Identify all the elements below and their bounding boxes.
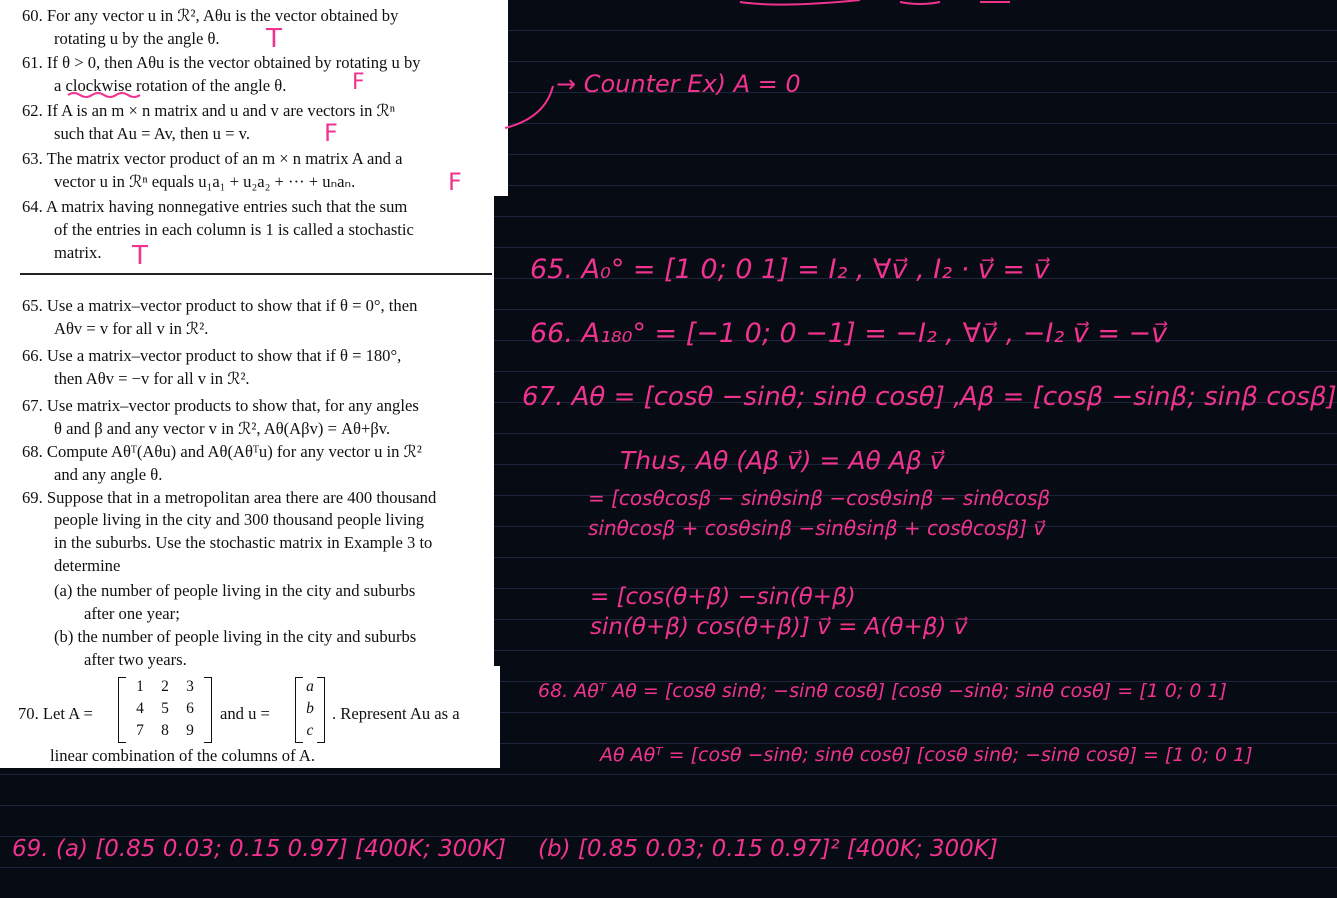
exercise-69-line-2: people living in the city and 300 thousand people living bbox=[54, 510, 425, 529]
note-67-result-row-1: = [cos(θ+β) −sin(θ+β) bbox=[590, 584, 856, 610]
exercise-69b-line-1: (b) the number of people living in the city and suburbs bbox=[54, 627, 417, 646]
note-65: 65. A₀° = [1 0; 0 1] = I₂ , ∀v⃗ , I₂ · v⃗ = v⃗ bbox=[530, 254, 1050, 285]
exercise-60-line-1: 60. For any vector u in ℛ², Aθu is the vector obtained by bbox=[22, 6, 399, 25]
note-68-A-times-transpose: Aθ Aθᵀ = [cosθ −sinθ; sinθ cosθ] [cosθ sinθ; −sinθ cosθ] = [1 0; 0 1] bbox=[600, 744, 1253, 766]
exercise-69-line-3: in the suburbs. Use the stochastic matrix in Example 3 to bbox=[54, 533, 433, 552]
exercise-67-line-2: θ and β and any vector v in ℛ², Aθ(Aβv) = Aθ+βv. bbox=[54, 419, 391, 438]
matrix-A-cell: 3 bbox=[186, 678, 194, 695]
matrix-A-cell: 5 bbox=[161, 700, 169, 717]
matrix-A-cell: 9 bbox=[186, 722, 194, 739]
answer-63-mark: F bbox=[448, 168, 462, 196]
answer-61-mark: F bbox=[352, 70, 365, 95]
exercise-65-line-1: 65. Use a matrix–vector product to show that if θ = 0°, then bbox=[22, 296, 418, 315]
exercise-69a-line-1: (a) the number of people living in the city and suburbs bbox=[54, 581, 416, 600]
note-69a: 69. (a) [0.85 0.03; 0.15 0.97] [400K; 300K] bbox=[12, 836, 506, 862]
exercise-63-line-2: vector u in ℛⁿ equals u₁a₁ + u₂a₂ + ··· + uₙaₙ. bbox=[54, 172, 356, 191]
exercise-70-prefix: 70. Let A = bbox=[18, 704, 93, 723]
matrix-A-cell: 8 bbox=[161, 722, 169, 739]
matrix-A-cell: 1 bbox=[136, 678, 144, 695]
matrix-A-cell: 6 bbox=[186, 700, 194, 717]
exercise-69b-line-2: after two years. bbox=[84, 650, 187, 669]
note-67-thus: Thus, Aθ (Aβ v⃗) = Aθ Aβ v⃗ bbox=[620, 446, 945, 475]
note-68-transpose-times-A: 68. Aθᵀ Aθ = [cosθ sinθ; −sinθ cosθ] [cosθ −sinθ; sinθ cosθ] = [1 0; 0 1] bbox=[538, 680, 1227, 702]
answer-62-mark: F bbox=[324, 119, 338, 147]
exercise-65-line-2: Aθv = v for all v in ℛ². bbox=[54, 319, 209, 338]
exercise-64-line-3: matrix. bbox=[54, 243, 102, 262]
exercise-66-line-1: 66. Use a matrix–vector product to show that if θ = 180°, bbox=[22, 346, 402, 365]
exercise-70-suffix: . Represent Au as a bbox=[332, 704, 460, 723]
exercise-66-line-2: then Aθv = −v for all v in ℛ². bbox=[54, 369, 250, 388]
exercise-70-line-2: linear combination of the columns of A. bbox=[50, 746, 315, 765]
note-67-A-theta: 67. Aθ = [cosθ −sinθ; sinθ cosθ] , bbox=[522, 382, 962, 412]
note-counter-example: → Counter Ex) A = 0 bbox=[556, 70, 801, 98]
answer-64-mark: T bbox=[132, 241, 148, 271]
exercise-69-line-1: 69. Suppose that in a metropolitan area there are 400 thousand bbox=[22, 488, 437, 507]
exercise-63-line-1: 63. The matrix vector product of an m × n matrix A and a bbox=[22, 149, 403, 168]
matrix-A-cell: 7 bbox=[136, 722, 144, 739]
note-67-result-row-2: sin(θ+β) cos(θ+β)] v⃗ = A(θ+β) v⃗ bbox=[590, 614, 968, 640]
note-66: 66. A₁₈₀° = [−1 0; 0 −1] = −I₂ , ∀v⃗ , −I₂ v⃗ = −v⃗ bbox=[530, 318, 1168, 349]
exercise-64-line-2: of the entries in each column is 1 is called a stochastic bbox=[54, 220, 414, 239]
exercise-68-line-2: and any angle θ. bbox=[54, 465, 163, 484]
exercise-62-line-1: 62. If A is an m × n matrix and u and v are vectors in ℛⁿ bbox=[22, 101, 395, 120]
note-69b: (b) [0.85 0.03; 0.15 0.97]² [400K; 300K] bbox=[538, 836, 998, 862]
exercise-62-line-2: such that Au = Av, then u = v. bbox=[54, 124, 251, 143]
vector-u-cell: b bbox=[306, 700, 314, 717]
note-67-A-beta: Aβ = [cosβ −sinβ; sinβ cosβ] bbox=[960, 382, 1337, 412]
answer-60-mark: T bbox=[266, 24, 282, 54]
matrix-A-cell: 2 bbox=[161, 678, 169, 695]
note-67-product-row-1: = [cosθcosβ − sinθsinβ −cosθsinβ − sinθcosβ bbox=[588, 486, 1051, 510]
exercise-61-line-1: 61. If θ > 0, then Aθu is the vector obtained by rotating u by bbox=[22, 53, 421, 72]
exercise-61-line-2: a clockwise rotation of the angle θ. bbox=[54, 76, 287, 95]
note-67-product-row-2: sinθcosβ + cosθsinβ −sinθsinβ + cosθcosβ] v⃗ bbox=[588, 516, 1046, 540]
exercise-67-line-1: 67. Use matrix–vector products to show that, for any angles bbox=[22, 396, 419, 415]
exercise-70-and-u: and u = bbox=[220, 704, 270, 723]
vector-u-cell: c bbox=[306, 722, 314, 739]
matrix-A-cell: 4 bbox=[136, 700, 144, 717]
exercise-64-line-1: 64. A matrix having nonnegative entries such that the sum bbox=[22, 197, 408, 216]
exercise-68-line-1: 68. Compute Aθᵀ(Aθu) and Aθ(Aθᵀu) for any vector u in ℛ² bbox=[22, 442, 422, 461]
exercise-60-line-2: rotating u by the angle θ. bbox=[54, 29, 220, 48]
exercise-69-line-4: determine bbox=[54, 556, 121, 575]
exercise-69a-line-2: after one year; bbox=[84, 604, 180, 623]
vector-u-cell: a bbox=[306, 678, 314, 695]
